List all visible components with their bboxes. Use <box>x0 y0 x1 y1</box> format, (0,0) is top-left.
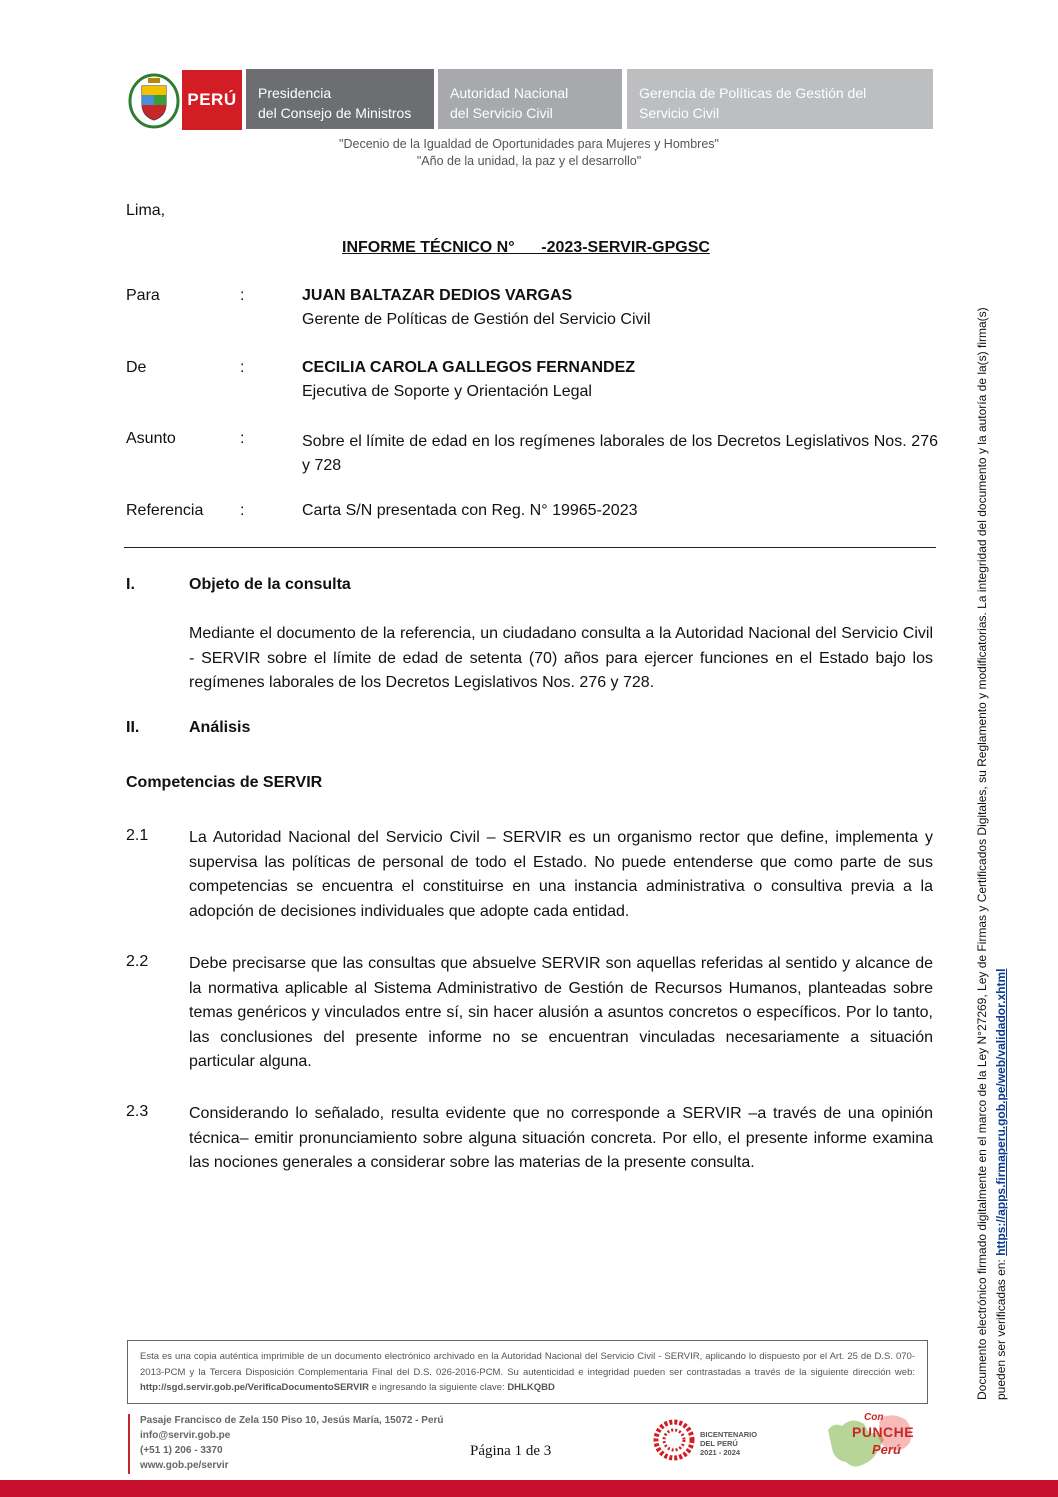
footer-email[interactable]: info@servir.gob.pe <box>140 1430 231 1441</box>
asunto-label: Asunto <box>126 430 176 447</box>
bicentenario-line2: DEL PERÚ <box>700 1439 738 1448</box>
signature-notice-prefix: pueden ser verificadas en: <box>994 1255 1008 1400</box>
paragraph-2-2-number: 2.2 <box>126 953 149 970</box>
para-label: Para <box>126 287 160 304</box>
header-box-servir-line1: Autoridad Nacional <box>450 85 569 101</box>
para-role: Gerente de Políticas de Gestión del Servicio Civil <box>302 311 651 328</box>
header-box-servir-line2: del Servicio Civil <box>450 105 553 121</box>
asunto-text: Sobre el límite de edad en los regímenes laborales de los Decretos Legislativos Nos. 276 y 728 <box>302 433 938 474</box>
de-colon: : <box>240 359 245 376</box>
conpuche-con: Con <box>864 1412 884 1423</box>
paragraph-2-3-number: 2.3 <box>126 1103 149 1120</box>
validator-link[interactable]: https://apps.firmaperu.gob.pe/web/validador.xhtml <box>994 968 1008 1256</box>
conpuche-peru: Perú <box>872 1442 901 1457</box>
header-box-pcm <box>246 69 434 129</box>
header-divider <box>124 547 936 548</box>
place-label: Lima, <box>126 202 166 219</box>
section2-number: II. <box>126 719 140 736</box>
footer-red-strip <box>0 1480 1058 1497</box>
peru-label: PERÚ <box>187 90 237 109</box>
authenticity-text-2: e ingresando la siguiente clave: <box>368 1382 508 1393</box>
de-name: CECILIA CAROLA GALLEGOS FERNANDEZ <box>302 359 636 376</box>
header-box-pcm-line2: del Consejo de Ministros <box>258 105 412 121</box>
conpuche-punche: PUNCHE <box>852 1424 915 1440</box>
digital-signature-notice <box>973 200 1011 1400</box>
footer-web[interactable]: www.gob.pe/servir <box>140 1460 229 1471</box>
header-box-gerencia-line1: Gerencia de Políticas de Gestión del <box>639 85 867 101</box>
paragraph-2-2: Debe precisarse que las consultas que absuelve SERVIR son aquellas referidas al sentido y alcance de la normativa aplicable al Sistema Administrativo de Gestión de Recursos Humanos, planteadas sobre temas genéricos y vinculados entre sí, sin hacer alusión a asuntos concretos o específicos. Por lo tanto, las conclusiones del presente informe no se encuentran vinculadas necesariamente a situación particular alguna. <box>189 955 933 1070</box>
referencia-label: Referencia <box>126 502 204 519</box>
verification-url[interactable]: http://sgd.servir.gob.pe/VerificaDocumentoSERVIR <box>140 1382 369 1393</box>
section1-text: Mediante el documento de la referencia, un ciudadano consulta a la Autoridad Nacional del Servicio Civil - SERVIR sobre el límite de edad de setenta (70) años para ejercer funciones en el Estado bajo los regímenes laborales de los Decretos Legislativos Nos. 276 y 728. <box>189 625 933 691</box>
subheading-competencias: Competencias de SERVIR <box>126 774 323 791</box>
para-name: JUAN BALTAZAR DEDIOS VARGAS <box>302 287 573 304</box>
peru-logo <box>182 70 242 130</box>
bicentenario-logo-text <box>700 1430 757 1457</box>
asunto-colon: : <box>240 430 245 447</box>
paragraph-2-1: La Autoridad Nacional del Servicio Civil – SERVIR es un organismo rector que define, implementa y supervisa las políticas de personal de todo el Estado. No puede entenderse que como parte de sus competencias se encuentra el constituirse en una instancia administrativa o consultiva previa a la adopción de decisiones individuales que adopte cada entidad. <box>189 829 933 920</box>
coat-of-arms-icon <box>128 70 180 130</box>
footer-phone: (+51 1) 206 - 3370 <box>140 1445 223 1456</box>
footer-address: Pasaje Francisco de Zela 150 Piso 10, Jesús María, 15072 - Perú <box>140 1415 444 1426</box>
paragraph-2-1-number: 2.1 <box>126 827 149 844</box>
signature-notice-line1: Documento electrónico firmado digitalmente en el marco de la Ley N°27269, Ley de Firmas y Certificados Digitales, su Reglamento y modificatorias. La integridad del documento y la autoría de la(s) firma(s) <box>975 307 989 1400</box>
con-punche-peru-logo <box>820 1410 925 1470</box>
verification-key: DHLKQBD <box>507 1382 555 1393</box>
de-label: De <box>126 359 147 376</box>
address-accent-bar <box>128 1414 130 1474</box>
header-box-gerencia-line2: Servicio Civil <box>639 105 720 121</box>
year-motto-line: "Año de la unidad, la paz y el desarrollo" <box>416 154 642 168</box>
authenticity-notice <box>127 1340 928 1404</box>
signature-notice-line2 <box>992 200 1011 1400</box>
header-box-pcm-line1: Presidencia <box>258 85 332 101</box>
para-colon: : <box>240 287 245 304</box>
paragraph-2-3: Considerando lo señalado, resulta evidente que no corresponde a SERVIR –a través de una opinión técnica– emitir pronunciamiento sobre alguna situación concreta. Por ello, el presente informe examina las nociones generales a considerar sobre las materias de la presente consulta. <box>189 1105 933 1171</box>
bicentenario-logo-icon <box>652 1418 696 1462</box>
bicentenario-line3: 2021 - 2024 <box>700 1448 741 1457</box>
de-role: Ejecutiva de Soporte y Orientación Legal <box>302 383 592 400</box>
referencia-text: Carta S/N presentada con Reg. N° 19965-2023 <box>302 502 638 519</box>
page-number: Página 1 de 3 <box>470 1443 552 1459</box>
bicentenario-line1: BICENTENARIO <box>700 1430 758 1439</box>
section1-number: I. <box>126 576 135 593</box>
section1-title: Objeto de la consulta <box>189 576 351 593</box>
referencia-colon: : <box>240 502 245 519</box>
header-box-gerencia <box>627 69 933 129</box>
header-box-servir <box>438 69 622 129</box>
authenticity-text-1: Esta es una copia auténtica imprimible de un documento electrónico archivado en la Autoridad Nacional del Servicio Civil - SERVIR, aplicando lo dispuesto por el Art. 25 de D.S. 070-2013-PCM y la Tercera Disposición Complementaria Final del D.S. 026-2016-PCM. Su autenticidad e integridad pueden ser contrastadas a través de la siguiente dirección web: <box>140 1351 915 1378</box>
decenio-line: "Decenio de la Igualdad de Oportunidades para Mujeres y Hombres" <box>339 137 719 151</box>
section2-title: Análisis <box>189 719 251 736</box>
document-title: INFORME TÉCNICO N° -2023-SERVIR-GPGSC <box>342 239 710 256</box>
